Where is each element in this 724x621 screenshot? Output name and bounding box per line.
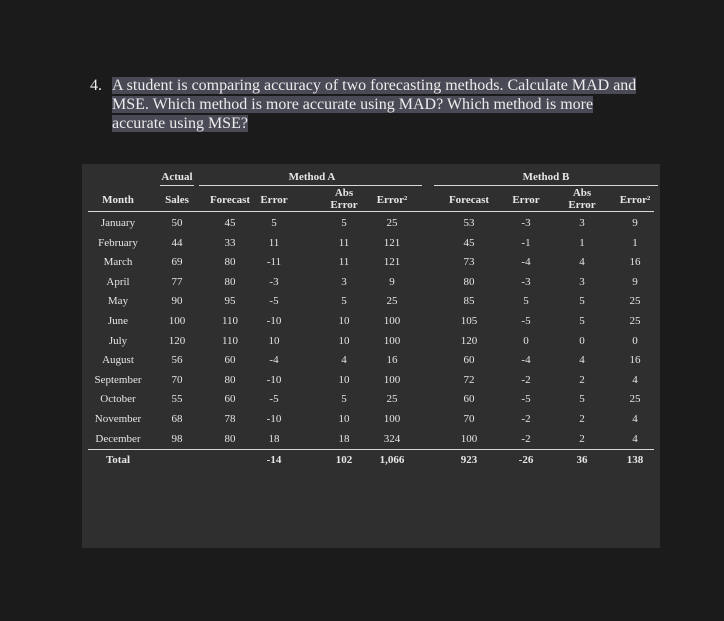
cell-sales: 69 <box>171 256 183 269</box>
cell-a-error: -10 <box>266 373 282 386</box>
question-text: A student is comparing accuracy of two forecasting methods. Calculate MAD and MSE. Which method is more accurate using MAD? Which method is more accurate using MSE? <box>112 77 637 132</box>
cell-b-forecast: 80 <box>463 275 475 288</box>
col-header-a-forecast: Forecast <box>209 194 251 206</box>
cell-a-abs-error: 5 <box>341 295 347 308</box>
cell-sales: 98 <box>171 432 183 445</box>
cell-b-error: -5 <box>521 315 531 327</box>
cell-b-forecast: 105 <box>460 315 478 327</box>
cell-month: August <box>102 354 134 367</box>
cell-a-error-sq: 9 <box>389 275 395 288</box>
cell-b-abs-error: 5 <box>579 315 585 327</box>
total-a-error: -14 <box>266 454 282 466</box>
cell-b-abs-error: 1 <box>579 236 585 249</box>
cell-b-error-sq: 4 <box>632 373 638 386</box>
cell-a-abs-error: 11 <box>338 236 350 249</box>
cell-b-abs-error: 4 <box>579 354 585 367</box>
cell-a-error-sq: 25 <box>386 295 398 308</box>
cell-a-error: -3 <box>269 275 279 288</box>
cell-a-forecast: 80 <box>224 256 236 269</box>
rule-method-b <box>434 185 658 186</box>
cell-month: May <box>107 295 129 308</box>
cell-a-abs-error: 10 <box>338 413 350 425</box>
cell-b-error-sq: 0 <box>632 334 638 347</box>
cell-a-error: -11 <box>266 256 282 269</box>
cell-month: December <box>95 432 141 445</box>
col-header-b-error: Error <box>512 194 540 206</box>
cell-b-abs-error: 2 <box>579 413 585 425</box>
cell-b-error: -5 <box>521 393 531 406</box>
cell-a-error-sq: 100 <box>383 413 401 425</box>
cell-b-error-sq: 25 <box>629 393 641 406</box>
cell-month: November <box>94 413 142 425</box>
cell-sales: 100 <box>168 315 186 327</box>
group-header-method-a: Method A <box>288 171 336 183</box>
cell-b-abs-error: 5 <box>579 295 585 308</box>
cell-a-error: 10 <box>268 334 280 347</box>
data-table <box>82 164 660 548</box>
cell-b-abs-error: 0 <box>579 334 585 347</box>
group-header-method-b: Method B <box>522 171 570 183</box>
cell-b-forecast: 73 <box>463 256 475 269</box>
cell-b-error: -3 <box>521 275 531 288</box>
cell-a-forecast: 110 <box>221 315 239 327</box>
cell-b-error: -4 <box>521 354 531 367</box>
cell-sales: 120 <box>168 334 186 347</box>
cell-a-error-sq: 100 <box>383 315 401 327</box>
cell-sales: 70 <box>171 373 183 386</box>
total-a-abs-error: 102 <box>335 454 353 466</box>
cell-b-forecast: 45 <box>463 236 475 249</box>
cell-a-error: 5 <box>271 217 277 229</box>
cell-a-abs-error: 4 <box>341 354 347 367</box>
cell-a-forecast: 110 <box>221 334 239 347</box>
cell-b-error-sq: 25 <box>629 295 641 308</box>
cell-month: September <box>94 373 142 386</box>
cell-sales: 77 <box>171 275 183 288</box>
cell-a-error: -5 <box>269 393 279 406</box>
cell-b-forecast: 70 <box>463 413 475 425</box>
cell-month: February <box>98 236 138 249</box>
cell-a-abs-error: 10 <box>338 334 350 347</box>
group-header-actual: Actual <box>161 171 193 183</box>
cell-b-error: -4 <box>521 256 531 269</box>
col-header-b-error-sq: Error² <box>619 194 651 206</box>
cell-sales: 50 <box>171 217 183 229</box>
cell-month: October <box>100 393 136 406</box>
col-header-b-abs-error: Abs Error <box>568 187 596 211</box>
total-b-error-sq: 138 <box>626 454 644 466</box>
cell-a-error-sq: 324 <box>383 432 401 445</box>
cell-a-error: -4 <box>269 354 279 367</box>
cell-a-error-sq: 121 <box>383 236 401 249</box>
cell-b-error: 0 <box>523 334 529 347</box>
cell-b-forecast: 60 <box>463 393 475 406</box>
cell-b-abs-error: 5 <box>579 393 585 406</box>
cell-a-abs-error: 5 <box>341 217 347 229</box>
cell-a-forecast: 80 <box>224 373 236 386</box>
cell-month: April <box>106 275 130 288</box>
question-number: 4. <box>90 77 102 94</box>
cell-b-forecast: 53 <box>463 217 475 229</box>
question <box>90 76 650 133</box>
cell-a-abs-error: 5 <box>341 393 347 406</box>
cell-a-error-sq: 25 <box>386 393 398 406</box>
cell-b-error: -2 <box>521 413 531 425</box>
cell-a-error: 18 <box>268 432 280 445</box>
cell-a-abs-error: 11 <box>338 256 350 269</box>
cell-b-error-sq: 1 <box>632 236 638 249</box>
cell-b-forecast: 120 <box>460 334 478 347</box>
cell-b-abs-error: 2 <box>579 373 585 386</box>
cell-month: June <box>107 315 129 327</box>
cell-sales: 90 <box>171 295 183 308</box>
cell-b-abs-error: 2 <box>579 432 585 445</box>
cell-b-error: -2 <box>521 373 531 386</box>
cell-a-abs-error: 10 <box>338 373 350 386</box>
cell-a-abs-error: 18 <box>338 432 350 445</box>
cell-b-error-sq: 4 <box>632 413 638 425</box>
cell-sales: 55 <box>171 393 183 406</box>
rule-header <box>88 211 654 212</box>
cell-month: July <box>108 334 128 347</box>
cell-a-forecast: 80 <box>224 275 236 288</box>
total-a-error-sq: 1,066 <box>379 454 405 466</box>
col-header-a-error: Error <box>260 194 288 206</box>
rule-actual <box>160 185 194 186</box>
cell-a-error: -10 <box>266 315 282 327</box>
col-header-a-error-sq: Error² <box>376 194 408 206</box>
cell-sales: 44 <box>171 236 183 249</box>
cell-a-forecast: 33 <box>224 236 236 249</box>
cell-b-abs-error: 4 <box>579 256 585 269</box>
cell-a-error: -10 <box>266 413 282 425</box>
cell-sales: 68 <box>171 413 183 425</box>
cell-b-forecast: 85 <box>463 295 475 308</box>
cell-a-error: 11 <box>268 236 280 249</box>
cell-sales: 56 <box>171 354 183 367</box>
cell-b-error-sq: 4 <box>632 432 638 445</box>
total-b-abs-error: 36 <box>576 454 588 466</box>
cell-b-forecast: 60 <box>463 354 475 367</box>
cell-b-error-sq: 9 <box>632 217 638 229</box>
cell-b-error-sq: 16 <box>629 354 641 367</box>
cell-b-error: 5 <box>523 295 529 308</box>
cell-b-forecast: 72 <box>463 373 475 386</box>
cell-a-abs-error: 3 <box>341 275 347 288</box>
cell-month: March <box>103 256 133 269</box>
cell-b-error: -3 <box>521 217 531 229</box>
cell-a-error-sq: 25 <box>386 217 398 229</box>
total-month: Total <box>105 454 131 466</box>
cell-month: January <box>100 217 136 229</box>
total-b-error: -26 <box>518 454 534 466</box>
total-b-forecast: 923 <box>460 454 478 466</box>
cell-a-forecast: 60 <box>224 354 236 367</box>
cell-a-forecast: 78 <box>224 413 236 425</box>
cell-a-error-sq: 100 <box>383 334 401 347</box>
cell-a-error-sq: 100 <box>383 373 401 386</box>
col-header-b-forecast: Forecast <box>448 194 490 206</box>
cell-b-error-sq: 25 <box>629 315 641 327</box>
cell-a-forecast: 80 <box>224 432 236 445</box>
cell-a-error-sq: 121 <box>383 256 401 269</box>
cell-b-abs-error: 3 <box>579 217 585 229</box>
col-header-sales: Sales <box>165 194 189 206</box>
cell-b-error: -1 <box>521 236 531 249</box>
cell-a-error-sq: 16 <box>386 354 398 367</box>
cell-a-forecast: 60 <box>224 393 236 406</box>
cell-b-forecast: 100 <box>460 432 478 445</box>
cell-a-forecast: 45 <box>224 217 236 229</box>
cell-b-error-sq: 16 <box>629 256 641 269</box>
cell-a-abs-error: 10 <box>338 315 350 327</box>
cell-b-error-sq: 9 <box>632 275 638 288</box>
col-header-month: Month <box>102 194 134 206</box>
col-header-a-abs-error: Abs Error <box>330 187 358 211</box>
cell-b-abs-error: 3 <box>579 275 585 288</box>
cell-a-error: -5 <box>269 295 279 308</box>
rule-method-a <box>199 185 422 186</box>
cell-b-error: -2 <box>521 432 531 445</box>
cell-a-forecast: 95 <box>224 295 236 308</box>
rule-total <box>88 449 654 450</box>
